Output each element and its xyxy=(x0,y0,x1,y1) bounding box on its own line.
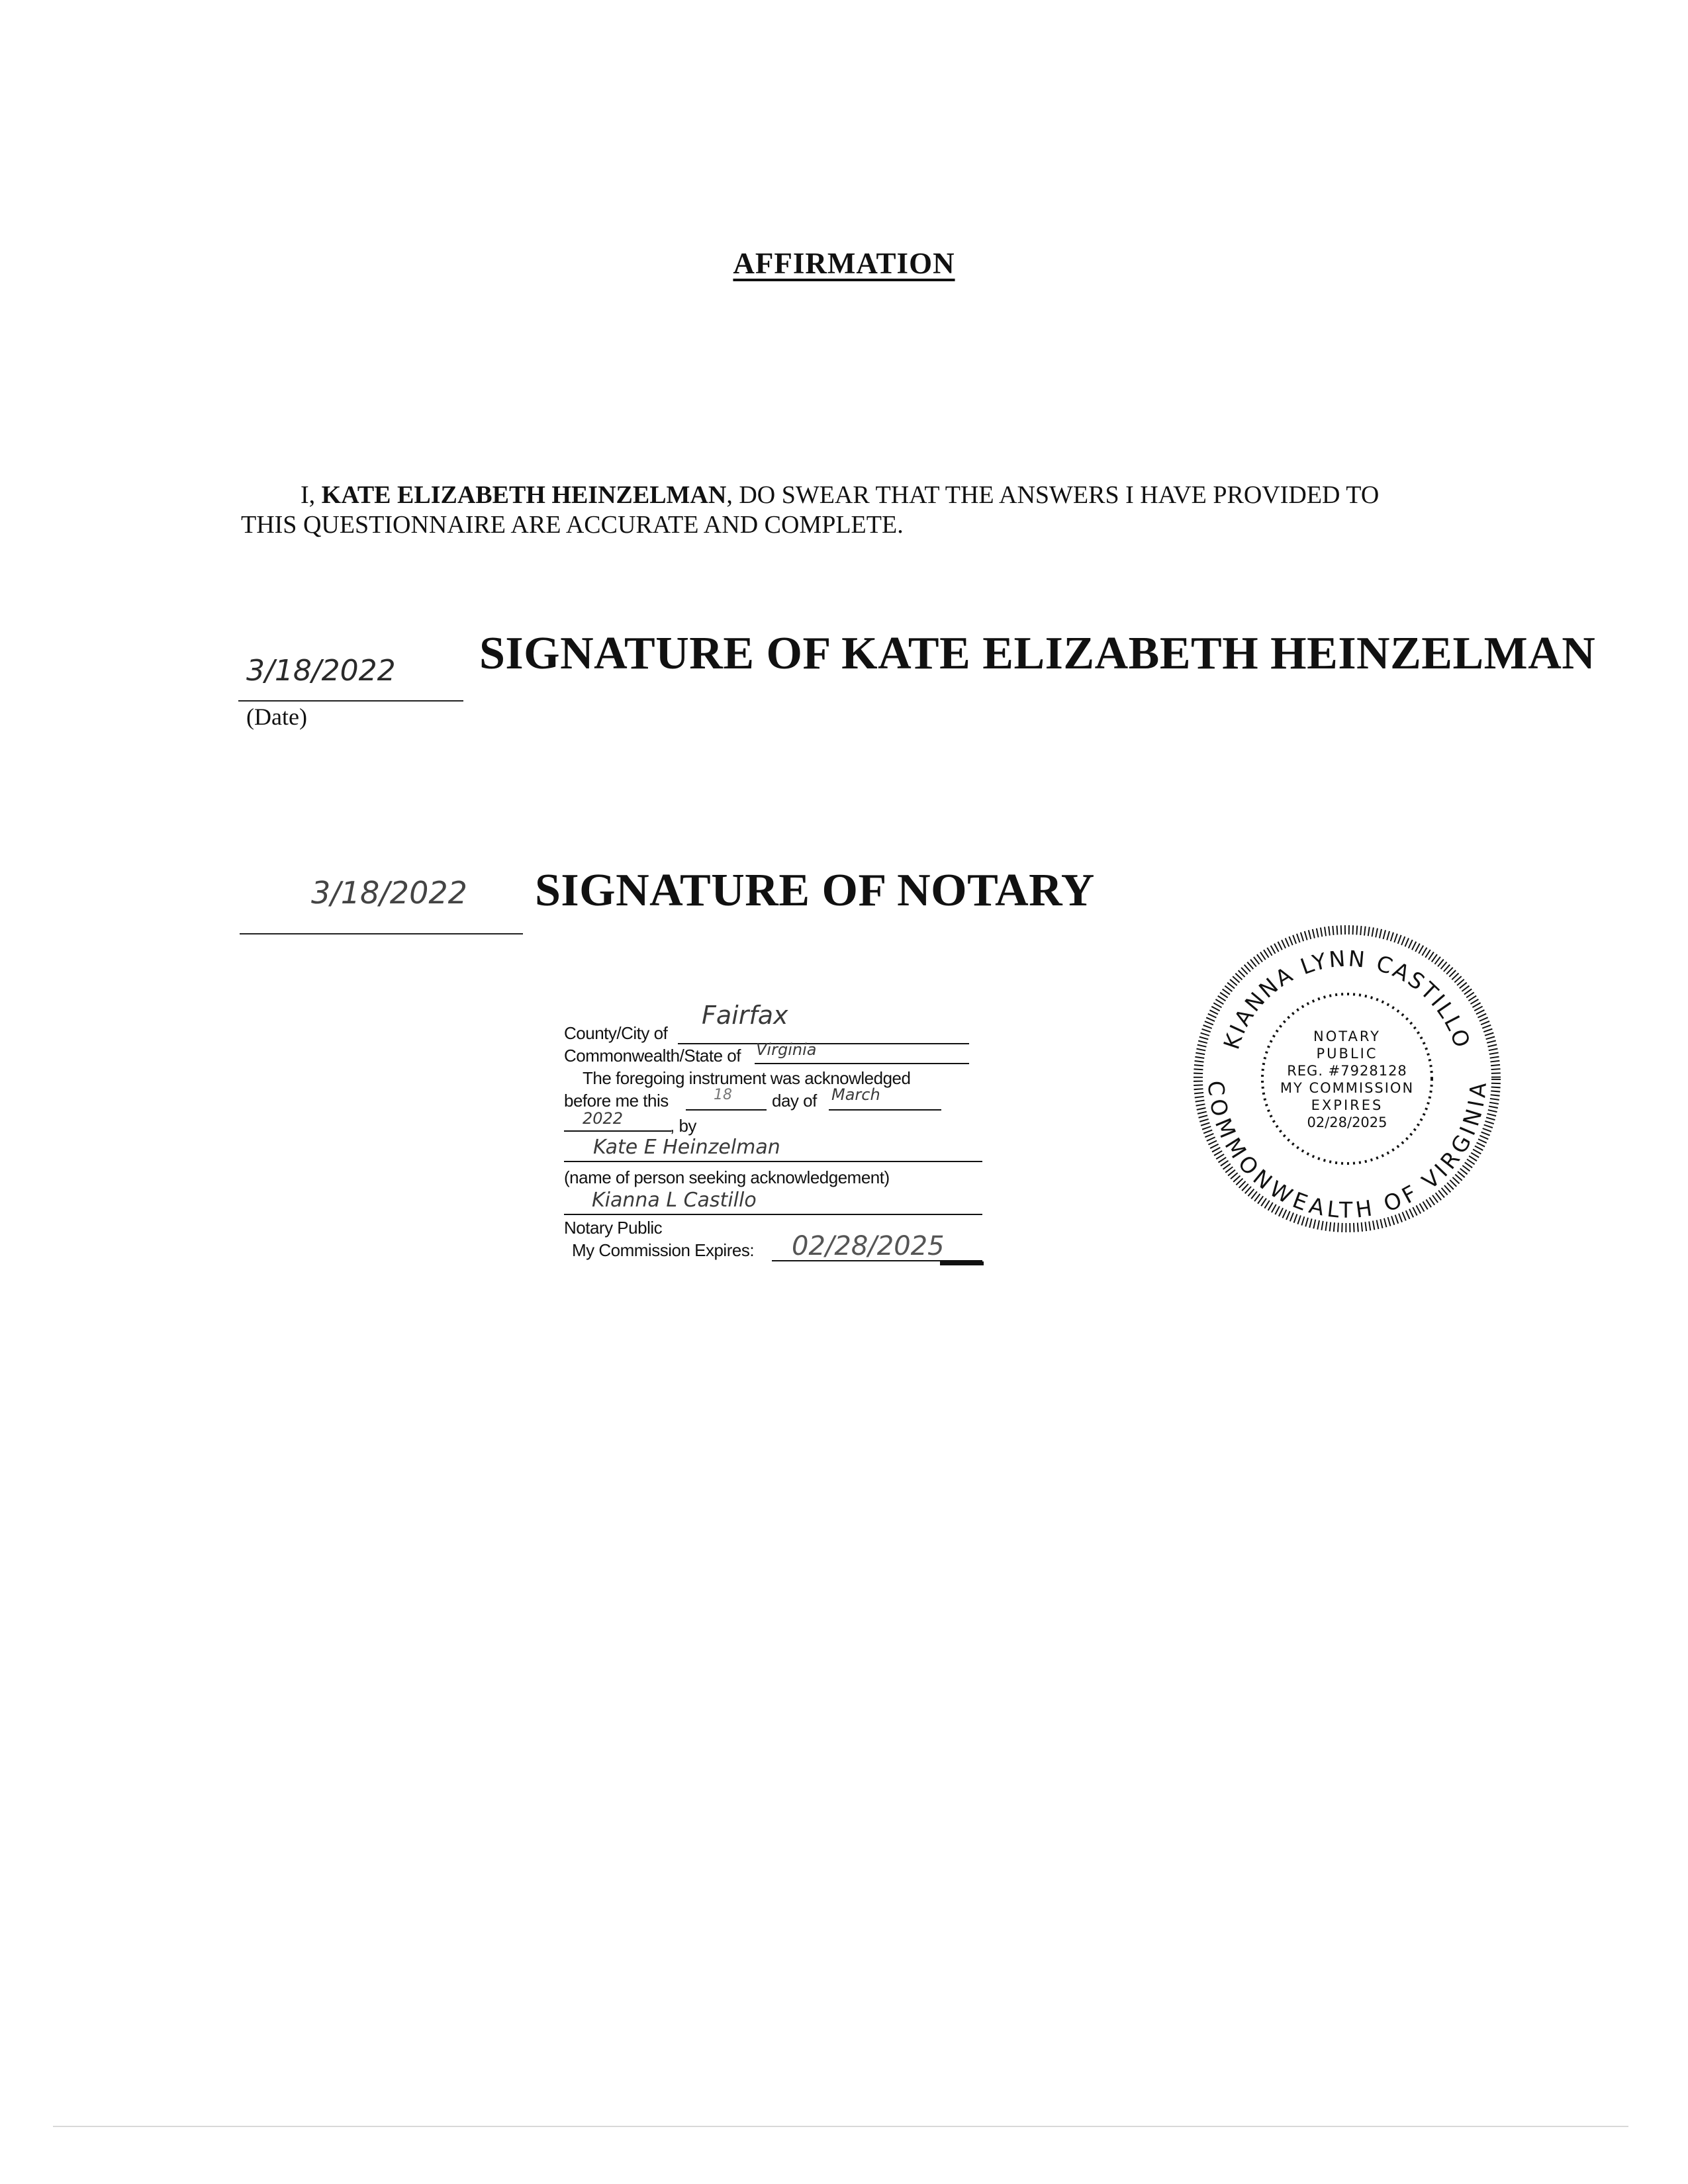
affiant-signature-label: SIGNATURE OF KATE ELIZABETH HEINZELMAN xyxy=(479,628,1596,679)
person-value: Kate E Heinzelman xyxy=(593,1136,780,1159)
statement-line2: THIS QUESTIONNAIRE ARE ACCURATE AND COMPLETE. xyxy=(241,511,904,539)
notary-seal xyxy=(1192,923,1503,1234)
seal-inner-ring xyxy=(1262,994,1432,1163)
affiant-date-line xyxy=(238,700,463,702)
month-underline xyxy=(829,1109,941,1111)
notary-date-handwritten: 3/18/2022 xyxy=(311,875,467,911)
day-underline xyxy=(686,1109,767,1111)
seal-line5: EXPIRES xyxy=(1311,1097,1383,1113)
seal-line2: PUBLIC xyxy=(1316,1046,1378,1062)
state-value: Virginia xyxy=(756,1040,817,1059)
by-label: , by xyxy=(670,1116,696,1136)
notary-date-line xyxy=(240,933,523,934)
notary-signature-label: SIGNATURE OF NOTARY xyxy=(535,865,1095,916)
county-value: Fairfax xyxy=(702,1001,788,1030)
affiant-name: KATE ELIZABETH HEINZELMAN xyxy=(321,481,727,509)
seal-line1: NOTARY xyxy=(1313,1028,1381,1044)
notary-name-value: Kianna L Castillo xyxy=(592,1189,757,1212)
year-value: 2022 xyxy=(583,1109,624,1128)
person-caption: (name of person seeking acknowledgement) xyxy=(564,1167,890,1187)
person-underline xyxy=(564,1161,982,1162)
ack-line: The foregoing instrument was acknowledged xyxy=(583,1068,911,1088)
affiant-date-handwritten: 3/18/2022 xyxy=(246,654,396,688)
scan-edge-line xyxy=(53,2126,1628,2127)
page-title: AFFIRMATION xyxy=(733,247,955,280)
seal-bottom-arc-text: COMMONWEALTH OF VIRGINIA xyxy=(1202,1079,1492,1223)
year-underline xyxy=(564,1130,671,1132)
seal-line6: 02/28/2025 xyxy=(1307,1115,1387,1130)
expires-underline-mark xyxy=(940,1261,984,1265)
notary-name-underline xyxy=(564,1214,982,1215)
state-underline xyxy=(755,1063,969,1064)
county-underline xyxy=(678,1043,969,1044)
statement-prefix: I, xyxy=(301,481,322,509)
expires-value: 02/28/2025 xyxy=(792,1231,945,1261)
seal-top-arc-text: KIANNA LYNN CASTILLO xyxy=(1218,945,1476,1053)
statement-line1-rest: , DO SWEAR THAT THE ANSWERS I HAVE PROVIDED TO xyxy=(726,481,1380,509)
expires-label: My Commission Expires: xyxy=(572,1240,755,1260)
seal-line4: MY COMMISSION xyxy=(1280,1080,1415,1096)
seal-line3: REG. #7928128 xyxy=(1287,1063,1407,1079)
before-label: before me this xyxy=(564,1091,669,1111)
notary-public-label: Notary Public xyxy=(564,1218,663,1238)
day-of-label: day of xyxy=(772,1091,817,1111)
state-label: Commonwealth/State of xyxy=(564,1046,741,1066)
day-value: 18 xyxy=(714,1087,732,1103)
county-label: County/City of xyxy=(564,1023,668,1043)
month-value: March xyxy=(831,1085,880,1104)
date-label: (Date) xyxy=(246,704,307,730)
seal-outer-ring xyxy=(1198,930,1496,1228)
affirmation-statement xyxy=(241,480,1499,540)
